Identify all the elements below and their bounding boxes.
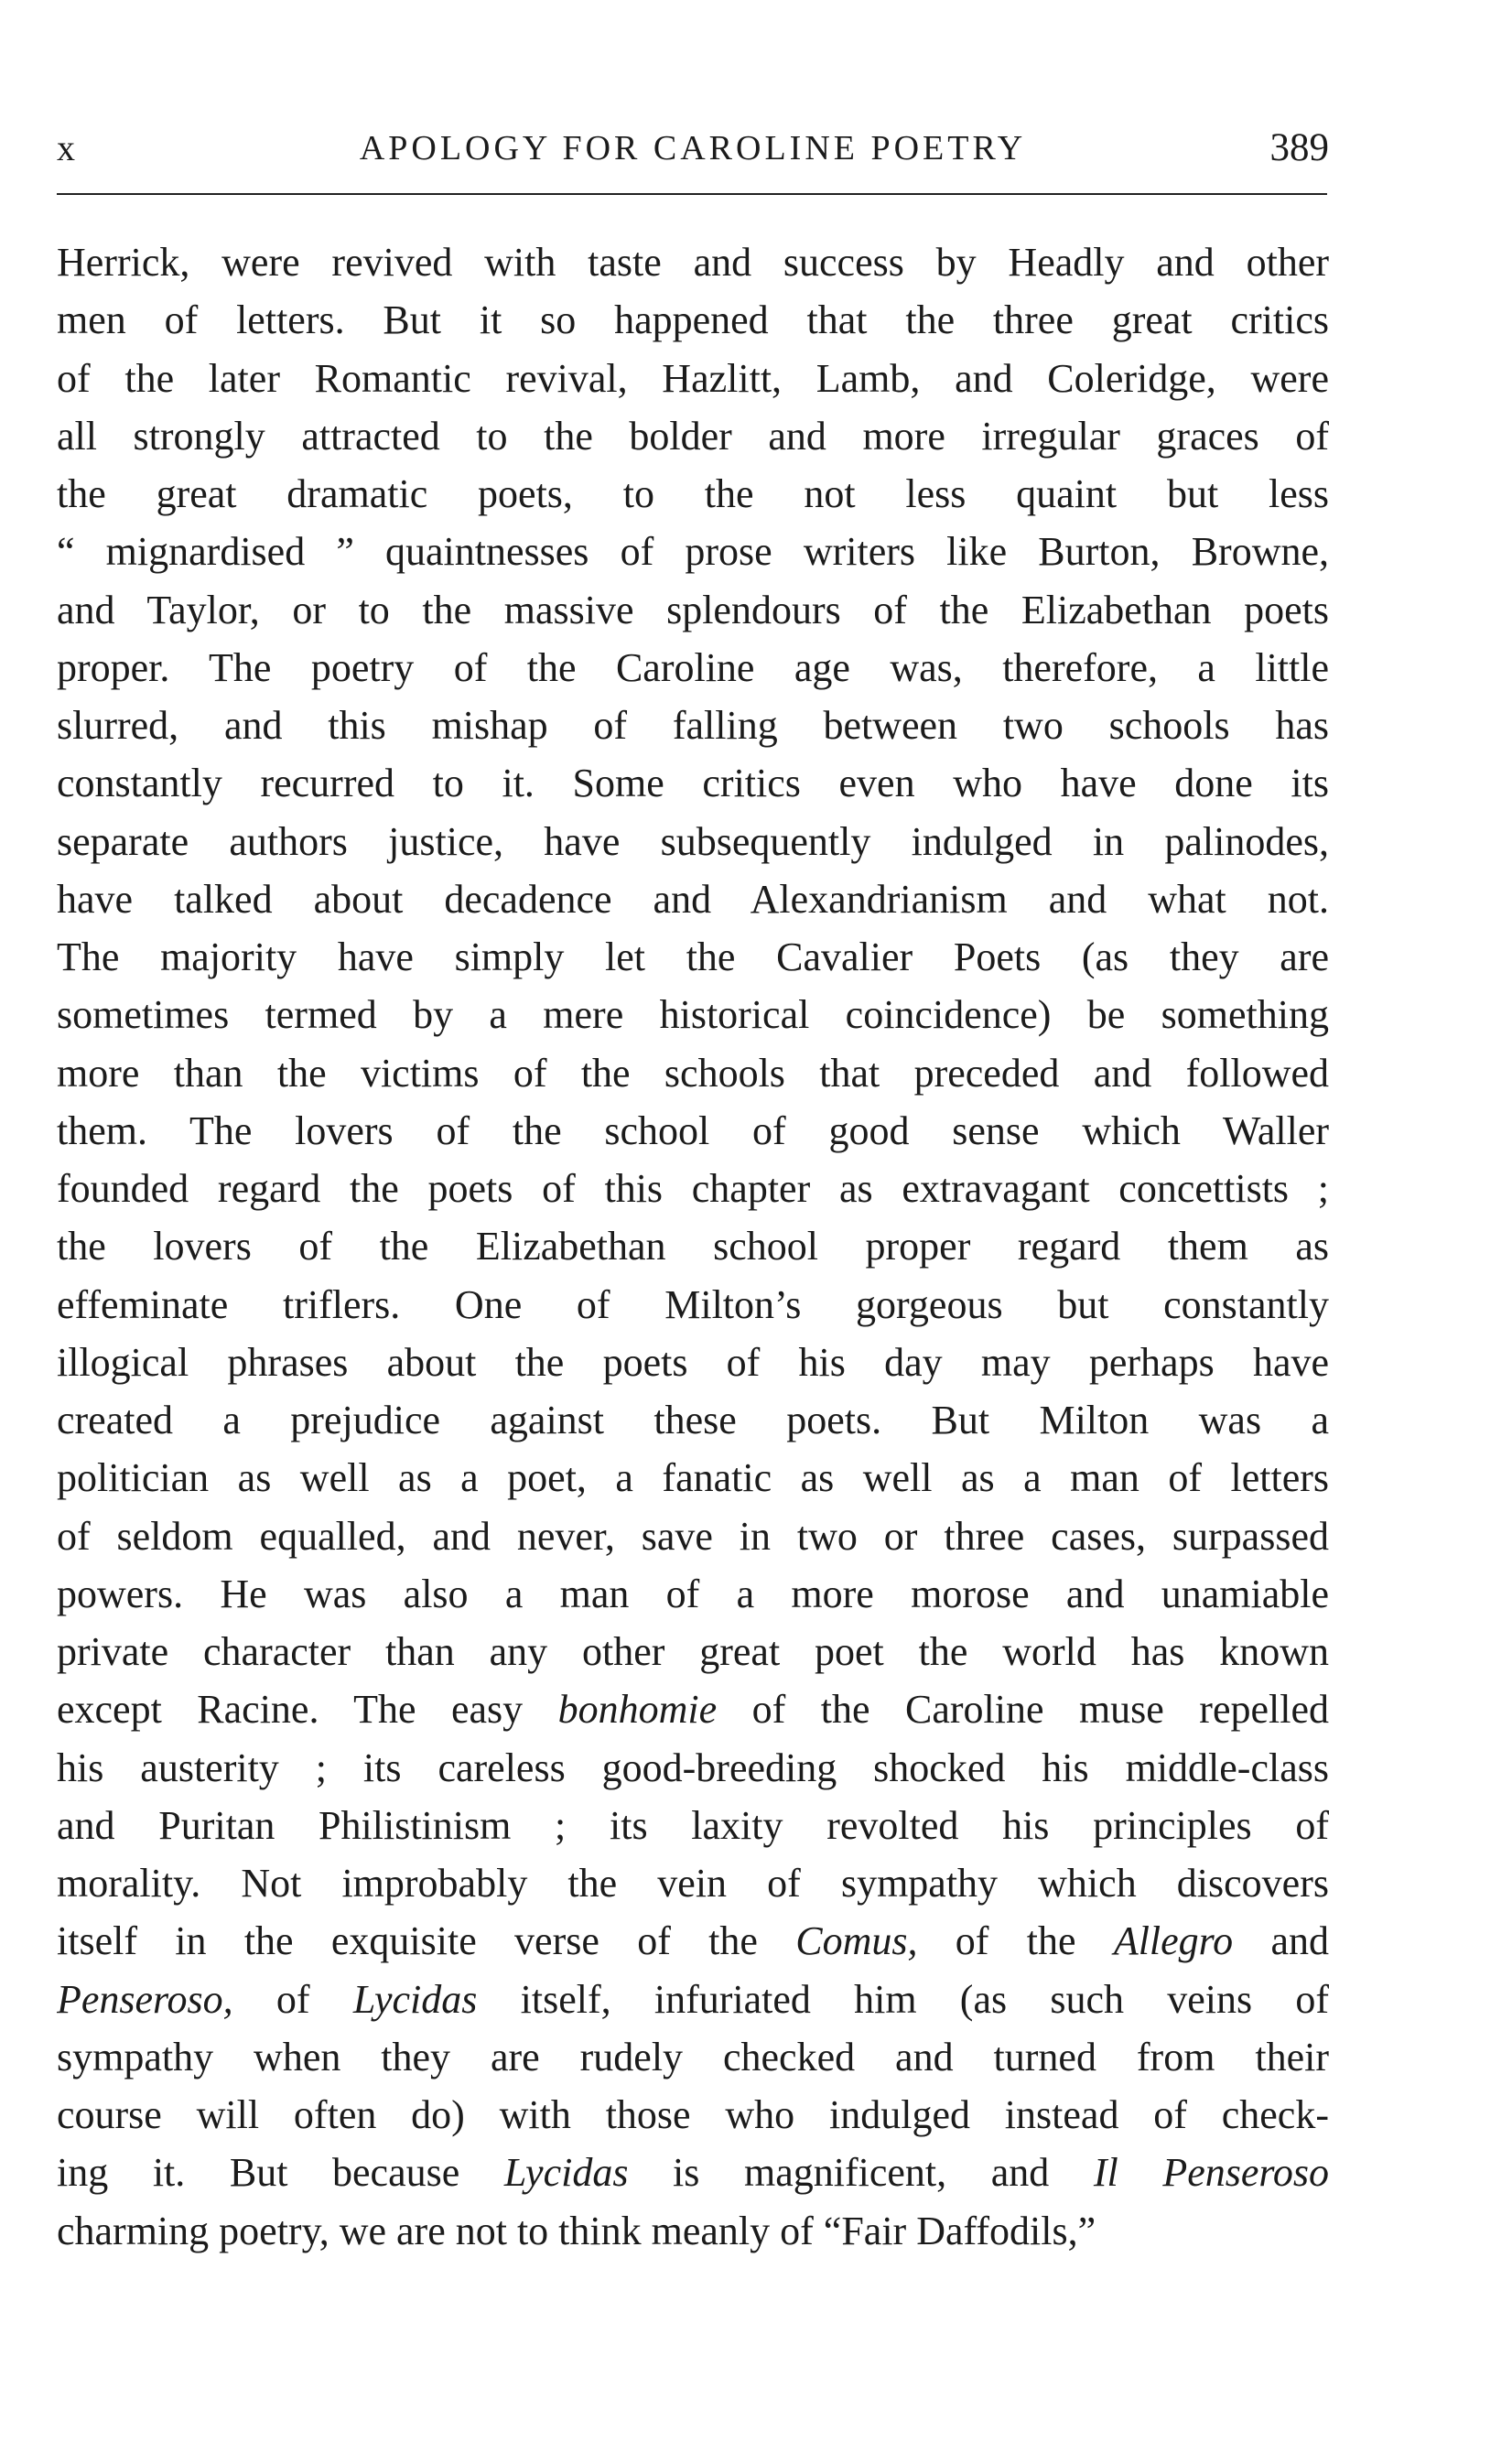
text-segment: except Racine. The easy — [57, 1687, 558, 1733]
text-line — [57, 1449, 1329, 1507]
text-line — [57, 1507, 1329, 1565]
text-line — [57, 639, 1329, 697]
text-line — [57, 870, 1329, 928]
text-segment: of the later Romantic revival, Hazlitt, Lamb, and Coleridge, were — [57, 355, 1329, 401]
text-segment: of the — [917, 1918, 1114, 1964]
italic-title: Comus, — [795, 1918, 918, 1964]
text-segment: founded regard the poets of this chapter as extravagant concettists ; — [57, 1166, 1329, 1211]
text-line — [57, 1276, 1329, 1334]
text-segment: ing it. But because — [57, 2150, 504, 2196]
chapter-number: x — [57, 127, 75, 168]
running-title: APOLOGY FOR CAROLINE POETRY — [359, 129, 1027, 167]
text-segment: The majority have simply let the Cavalier Poets (as they are — [57, 934, 1329, 979]
text-segment: sometimes termed by a mere historical coincidence) be something — [57, 992, 1329, 1038]
header-rule — [57, 193, 1327, 195]
text-segment: powers. He was also a man of a more morose and unamiable — [57, 1571, 1329, 1616]
text-segment: private character than any other great poet the world has known — [57, 1629, 1329, 1674]
text-line — [57, 1044, 1329, 1102]
text-line — [57, 350, 1329, 407]
text-segment: proper. The poetry of the Caroline age was, therefore, a little — [57, 644, 1329, 690]
text-line — [57, 1912, 1329, 1970]
text-segment: more than the victims of the schools that preceded and followed — [57, 1050, 1329, 1096]
italic-title: Lycidas — [352, 1976, 478, 2022]
text-segment: itself, infuriated him (as such veins of — [477, 1976, 1329, 2022]
text-line — [57, 1623, 1329, 1680]
text-line — [57, 1217, 1329, 1275]
text-segment: slurred, and this mishap of falling between two schools has — [57, 703, 1329, 748]
text-segment: charming poetry, we are not to think meanly of “Fair Daffodils,” — [57, 2208, 1096, 2253]
text-line — [57, 2028, 1329, 2086]
body-text — [57, 233, 1329, 2260]
italic-title: Lycidas — [503, 2150, 629, 2196]
text-line — [57, 1334, 1329, 1391]
text-segment: illogical phrases about the poets of his day may perhaps have — [57, 1339, 1329, 1385]
text-line — [57, 523, 1329, 580]
text-segment: all strongly attracted to the bolder and more irregular graces of — [57, 413, 1329, 459]
text-line — [57, 697, 1329, 754]
text-segment: itself in the exquisite verse of the — [57, 1918, 796, 1964]
text-segment: and Puritan Philistinism ; its laxity revolted his principles of — [57, 1802, 1329, 1848]
text-line — [57, 1971, 1329, 2028]
text-segment: effeminate triflers. One of Milton’s gorgeous but constantly — [57, 1281, 1329, 1327]
text-line — [57, 813, 1329, 870]
text-segment: is magnificent, and — [628, 2150, 1094, 2196]
text-segment: his austerity ; its careless good-breeding shocked his middle-class — [57, 1745, 1329, 1790]
text-segment: and — [1233, 1918, 1329, 1964]
text-line — [57, 291, 1329, 349]
text-line — [57, 2086, 1329, 2144]
text-segment: separate authors justice, have subsequently indulged in palinodes, — [57, 818, 1329, 864]
text-line — [57, 1797, 1329, 1854]
text-line — [57, 581, 1329, 639]
text-line — [57, 1680, 1329, 1738]
text-segment: them. The lovers of the school of good sense which Waller — [57, 1107, 1329, 1153]
text-segment: men of letters. But it so happened that the three great critics — [57, 297, 1329, 343]
text-line — [57, 1854, 1329, 1912]
text-line — [57, 233, 1329, 291]
italic-title: Penseroso, — [57, 1976, 233, 2022]
text-line — [57, 754, 1329, 812]
text-line — [57, 465, 1329, 523]
text-segment: of — [232, 1976, 353, 2022]
text-segment: Herrick, were revived with taste and success by Headly and other — [57, 240, 1329, 285]
text-segment: the great dramatic poets, to the not less quaint but less — [57, 471, 1329, 516]
page-number: 389 — [1269, 126, 1329, 169]
text-segment: politician as well as a poet, a fanatic as well as a man of letters — [57, 1455, 1329, 1501]
text-line — [57, 2144, 1329, 2201]
running-head — [57, 121, 1329, 176]
text-line — [57, 407, 1329, 465]
text-segment: “ mignardised ” quaintnesses of prose writers like Burton, Browne, — [57, 529, 1329, 575]
text-segment: have talked about decadence and Alexandrianism and what not. — [57, 876, 1329, 922]
italic-title: Allegro — [1113, 1918, 1234, 1964]
text-line — [57, 1102, 1329, 1160]
text-segment: morality. Not improbably the vein of sympathy which discovers — [57, 1861, 1329, 1906]
text-segment: sympathy when they are rudely checked and turned from their — [57, 2034, 1329, 2080]
text-segment: of seldom equalled, and never, save in two or three cases, surpassed — [57, 1513, 1329, 1559]
italic-title: Il Penseroso — [1093, 2150, 1329, 2196]
text-segment: course will often do) with those who indulged instead of check- — [57, 2092, 1329, 2137]
text-line — [57, 1391, 1329, 1449]
text-segment: the lovers of the Elizabethan school proper regard them as — [57, 1224, 1329, 1269]
text-segment: created a prejudice against these poets. But Milton was a — [57, 1398, 1329, 1442]
italic-title: bonhomie — [557, 1687, 718, 1733]
text-line — [57, 1565, 1329, 1623]
text-segment: and Taylor, or to the massive splendours of the Elizabethan poets — [57, 587, 1329, 632]
text-line — [57, 986, 1329, 1043]
text-line — [57, 2202, 1329, 2260]
text-line — [57, 1739, 1329, 1797]
text-line — [57, 928, 1329, 986]
text-segment: constantly recurred to it. Some critics even who have done its — [57, 761, 1329, 806]
text-line — [57, 1160, 1329, 1217]
text-segment: of the Caroline muse repelled — [717, 1687, 1329, 1733]
